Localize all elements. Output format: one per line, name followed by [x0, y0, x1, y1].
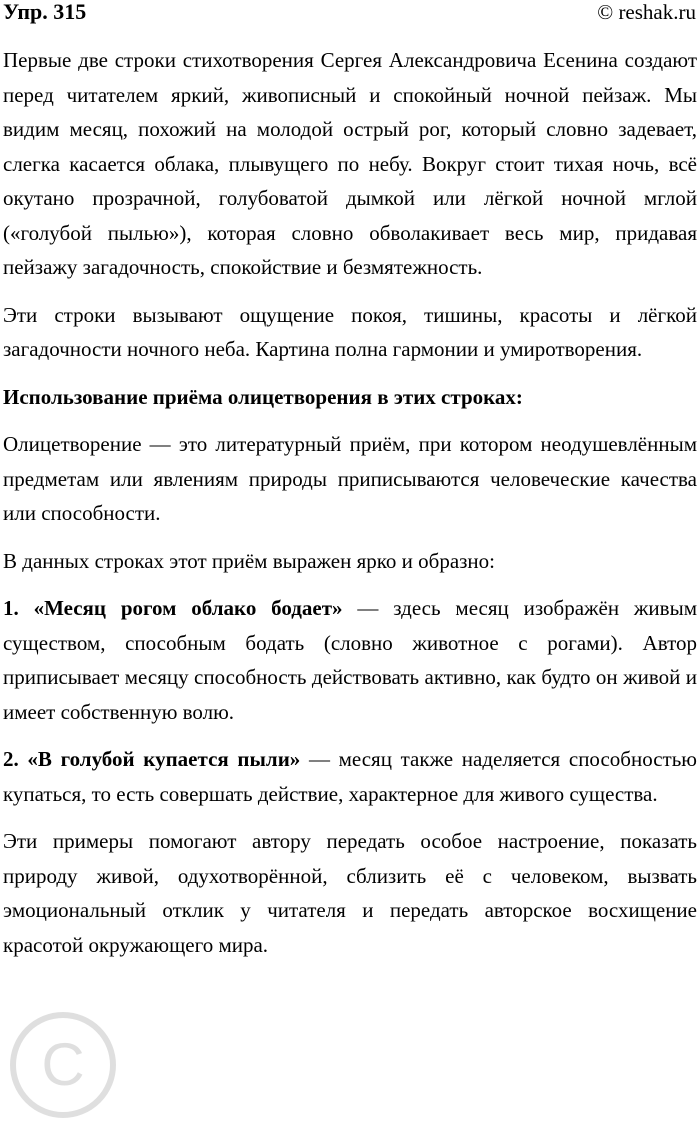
paragraph-intro: В данных строках этот приём выражен ярко и образно: — [3, 548, 496, 573]
document-body — [0, 43, 700, 962]
list-item-1-text: — здесь месяц изображён живым существом, способным бодать (словно животное с рогами). Автор приписывает месяцу способность действовать активно, как будто он живой и имеет собственную волю. — [3, 596, 697, 724]
page-header — [0, 0, 700, 28]
list-item-2-quote: 2. «В голубой купается пыли» — [3, 747, 301, 771]
source-credit: © reshak.ru — [597, 0, 696, 24]
list-item-1 — [3, 591, 697, 729]
list-item-1-quote: 1. «Месяц рогом облако бодает» — [3, 596, 343, 620]
paragraph-conclusion: Эти примеры помогают автору передать особое настроение, показать природу живой, одухотворённой, сблизить её с человеком, вызвать эмоциональный отклик у читателя и передать авторское восхищение красотой окружающего мира. — [3, 829, 697, 957]
svg-text:C: C — [41, 1031, 85, 1098]
paragraph-definition: Олицетворение — это литературный приём, при котором неодушевлённым предметам или явлениям природы приписываются человеческие качества или способности. — [3, 432, 697, 525]
paragraph-landscape: Первые две строки стихотворения Сергея Александровича Есенина создают перед читателем яркий, живописный и спокойный ночной пейзаж. Мы видим месяц, похожий на молодой острый рог, который словно задевает, слегка касается облака, плывущего по небу. Вокруг стоит тихая ночь, всё окутано прозрачной, голубоватой дымкой или лёгкой ночной мглой («голубой пылью»), которая словно обволакивает весь мир, придавая пейзажу загадочность, спокойствие и безмятежность. — [3, 48, 697, 279]
section-heading — [3, 380, 697, 415]
exercise-number: Упр. 315 — [3, 0, 87, 24]
list-item-2-text: — месяц также наделяется способностью купаться, то есть совершать действие, характерное для живого существа. — [3, 747, 697, 806]
watermark-logo-icon — [8, 1010, 118, 1120]
paragraph-mood: Эти строки вызывают ощущение покоя, тишины, красоты и лёгкой загадочности ночного неба. Картина полна гармонии и умиротворения. — [3, 302, 697, 361]
list-item-2 — [3, 742, 697, 811]
heading-text: Использование приёма олицетворения в этих строках: — [3, 384, 523, 409]
